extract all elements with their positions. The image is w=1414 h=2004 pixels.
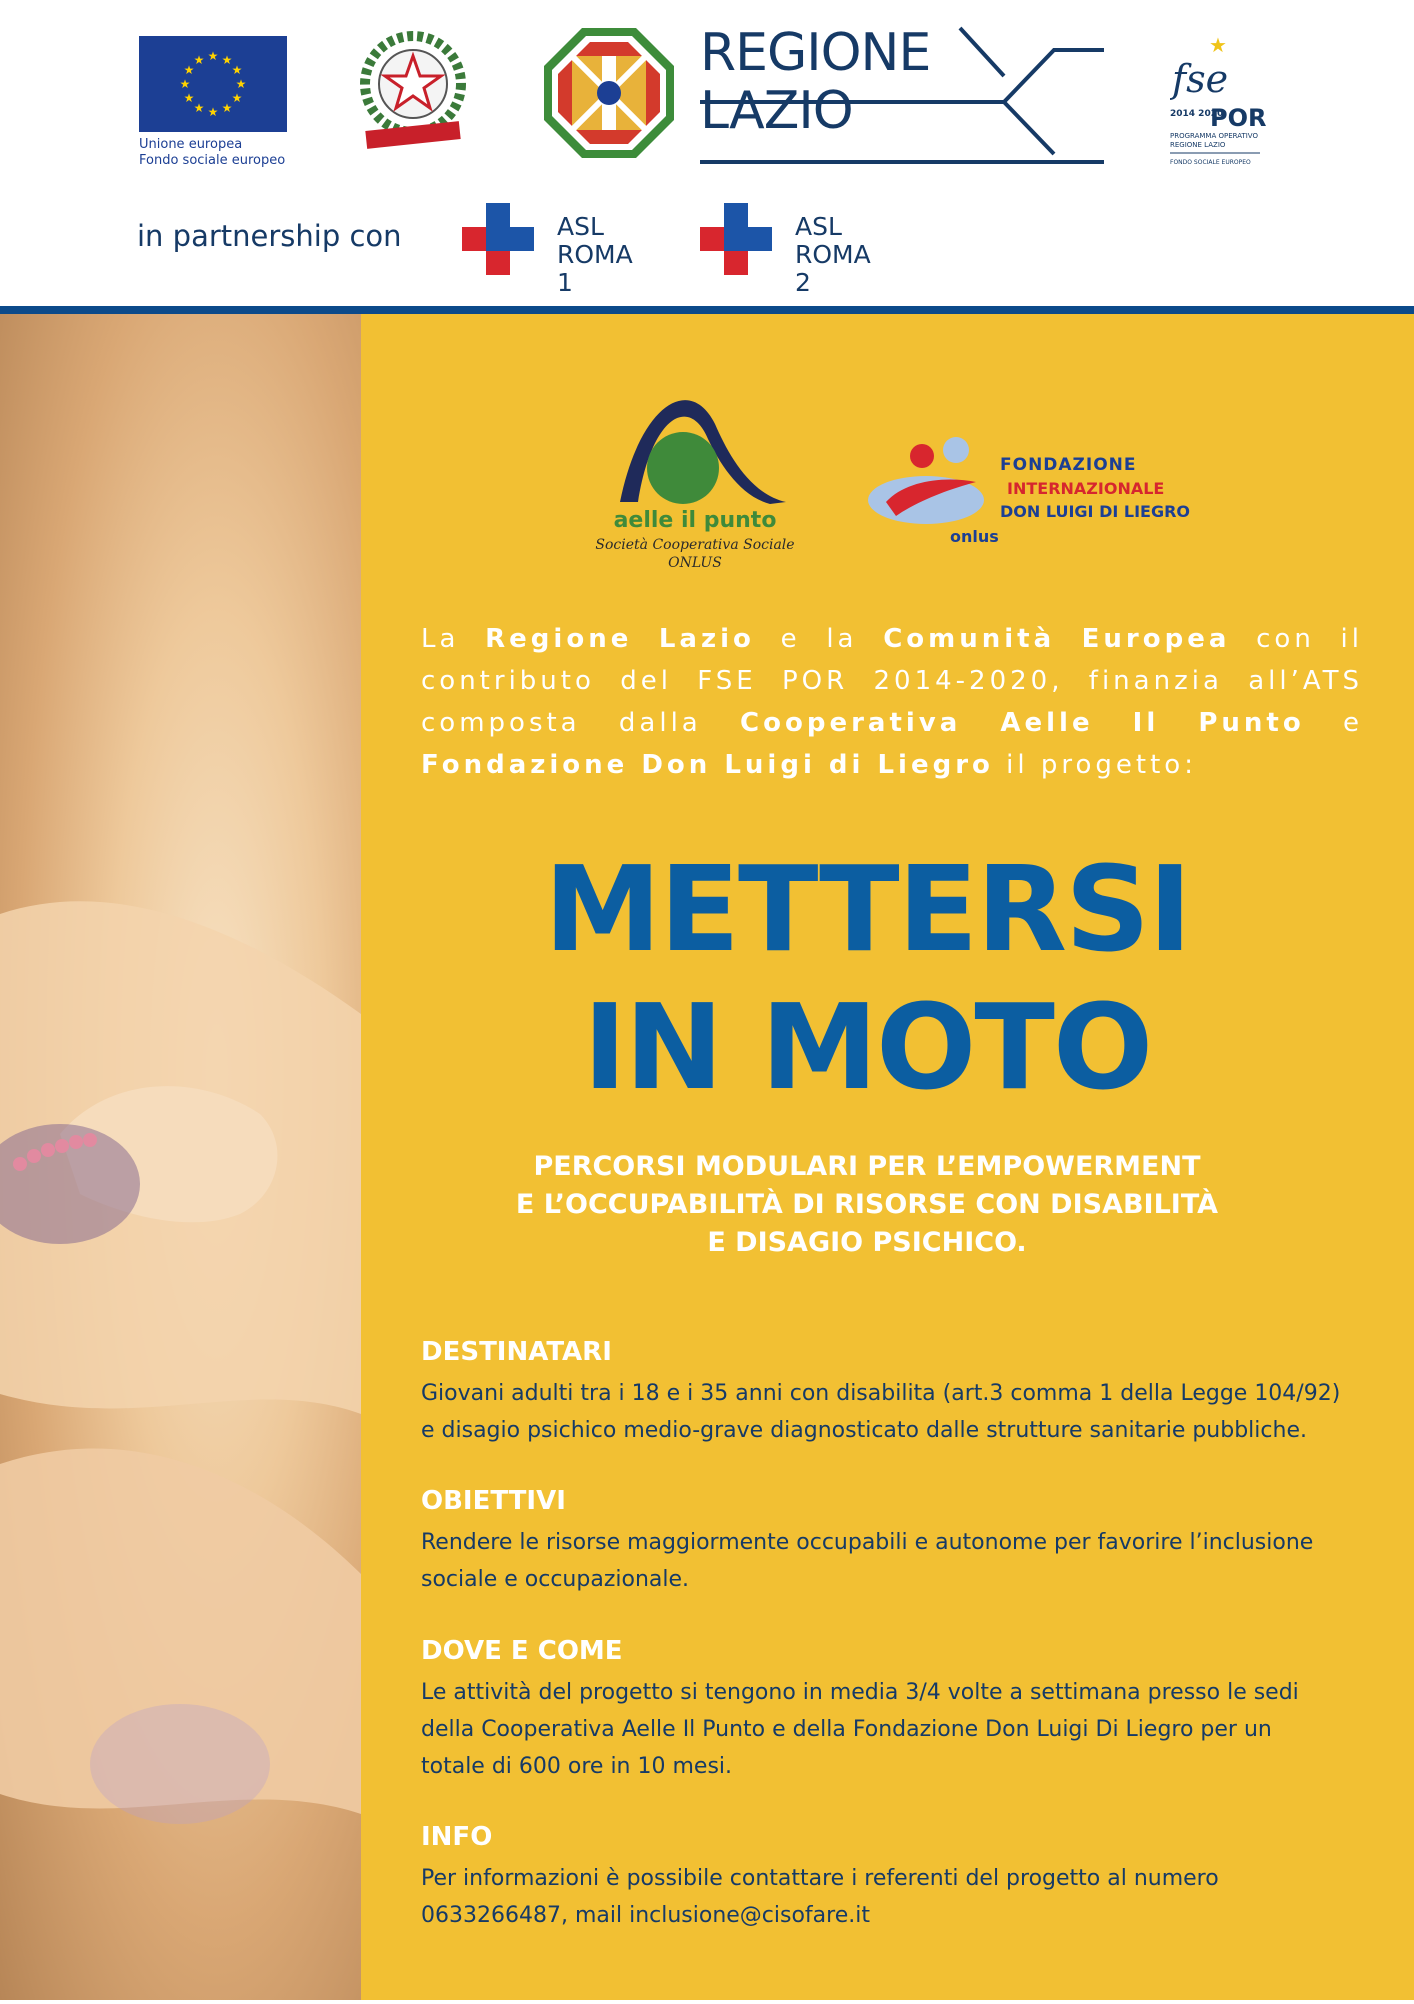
info-heading: INFO xyxy=(421,1822,493,1852)
svg-text:★: ★ xyxy=(221,53,233,67)
svg-text:★: ★ xyxy=(183,91,195,105)
svg-text:★: ★ xyxy=(207,105,219,119)
project-title: METTERSI IN MOTO xyxy=(543,840,1191,1116)
regione-lazio-wordmark: REGIONE LAZIO xyxy=(700,23,931,141)
eu-flag-logo xyxy=(139,36,287,132)
project-subtitle: PERCORSI MODULARI PER L’EMPOWERMENT E L’OCCUPABILITÀ DI RISORSE CON DISABILITÀ E DISAGIO PSICHICO. xyxy=(515,1151,1219,1258)
italian-republic-emblem xyxy=(352,26,474,160)
svg-text:REGIONE LAZIO: REGIONE LAZIO xyxy=(1170,141,1226,149)
obiettivi-text: Rendere le risorse maggiormente occupabili e autonome per favorire l’inclusione sociale e occupazionale. xyxy=(421,1530,1314,1592)
fondazione-onlus: onlus xyxy=(950,527,999,546)
aelle-name: aelle il punto xyxy=(613,508,777,533)
dove-e-come-text: Le attività del progetto si tengono in media 3/4 volte a settimana presso le sedi della Cooperativa Aelle Il Punto e della Fondazione Don Luigi Di Liegro per un totale di 600 ore in 10 mesi. xyxy=(421,1680,1299,1779)
svg-text:2014 2020: 2014 2020 xyxy=(1170,109,1224,119)
header-divider xyxy=(0,306,1414,314)
hands-illustration xyxy=(0,314,361,2000)
svg-text:FONDO SOCIALE EUROPEO: FONDO SOCIALE EUROPEO xyxy=(1170,159,1251,166)
svg-text:★: ★ xyxy=(183,63,195,77)
asl-roma-2-text: ASL ROMA 2 xyxy=(795,212,871,297)
destinatari-heading: DESTINATARI xyxy=(421,1337,612,1367)
fondazione-title: FONDAZIONE xyxy=(1000,455,1137,475)
svg-text:★: ★ xyxy=(193,53,205,67)
intro-paragraph: La Regione Lazio e la Comunità Europea con il contributo del FSE POR 2014-2020, finanzia all’ATS composta dalla Cooperativa Aelle Il Punto e Fondazione Don Luigi di Liegro il progetto: xyxy=(421,624,1363,780)
svg-text:★: ★ xyxy=(235,77,247,91)
fondazione-name: DON LUIGI DI LIEGRO xyxy=(1000,502,1191,521)
asl-cross-icon xyxy=(700,203,772,275)
svg-text:★: ★ xyxy=(221,101,233,115)
partnership-label: in partnership con xyxy=(137,219,402,253)
svg-text:fse: fse xyxy=(1172,57,1229,101)
regione-lazio-crest xyxy=(542,26,676,160)
svg-text:★: ★ xyxy=(207,49,219,63)
info-text: Per informazioni è possibile contattare i referenti del progetto al numero 0633266487, mail inclusione@cisofare.it xyxy=(421,1866,1219,1928)
destinatari-text: Giovani adulti tra i 18 e i 35 anni con disabilita (art.3 comma 1 della Legge 104/92) e disagio psichico medio-grave diagnosticato dalle strutture sanitarie pubbliche. xyxy=(421,1381,1341,1443)
obiettivi-heading: OBIETTIVI xyxy=(421,1486,566,1516)
svg-text:★: ★ xyxy=(1209,33,1227,57)
hands-photo xyxy=(0,314,361,2000)
svg-text:★: ★ xyxy=(179,77,191,91)
svg-text:POR: POR xyxy=(1210,104,1267,132)
fondazione-internazionale: INTERNAZIONALE xyxy=(1007,479,1165,498)
asl-roma-1-text: ASL ROMA 1 xyxy=(557,212,633,297)
svg-text:★: ★ xyxy=(193,101,205,115)
dove-e-come-heading: DOVE E COME xyxy=(421,1636,623,1666)
fse-por-logo xyxy=(1170,26,1270,168)
eu-caption: Unione europea Fondo sociale europeo xyxy=(139,137,286,168)
fondazione-di-liegro-logo xyxy=(866,430,996,540)
svg-text:★: ★ xyxy=(231,91,243,105)
svg-text:★: ★ xyxy=(231,63,243,77)
svg-text:PROGRAMMA OPERATIVO: PROGRAMMA OPERATIVO xyxy=(1170,132,1258,140)
header-logos xyxy=(0,0,1414,306)
regione-lazio-lines xyxy=(700,24,1104,164)
asl-cross-icon xyxy=(462,203,534,275)
aelle-subtitle: Società Cooperativa Sociale ONLUS xyxy=(595,537,795,571)
